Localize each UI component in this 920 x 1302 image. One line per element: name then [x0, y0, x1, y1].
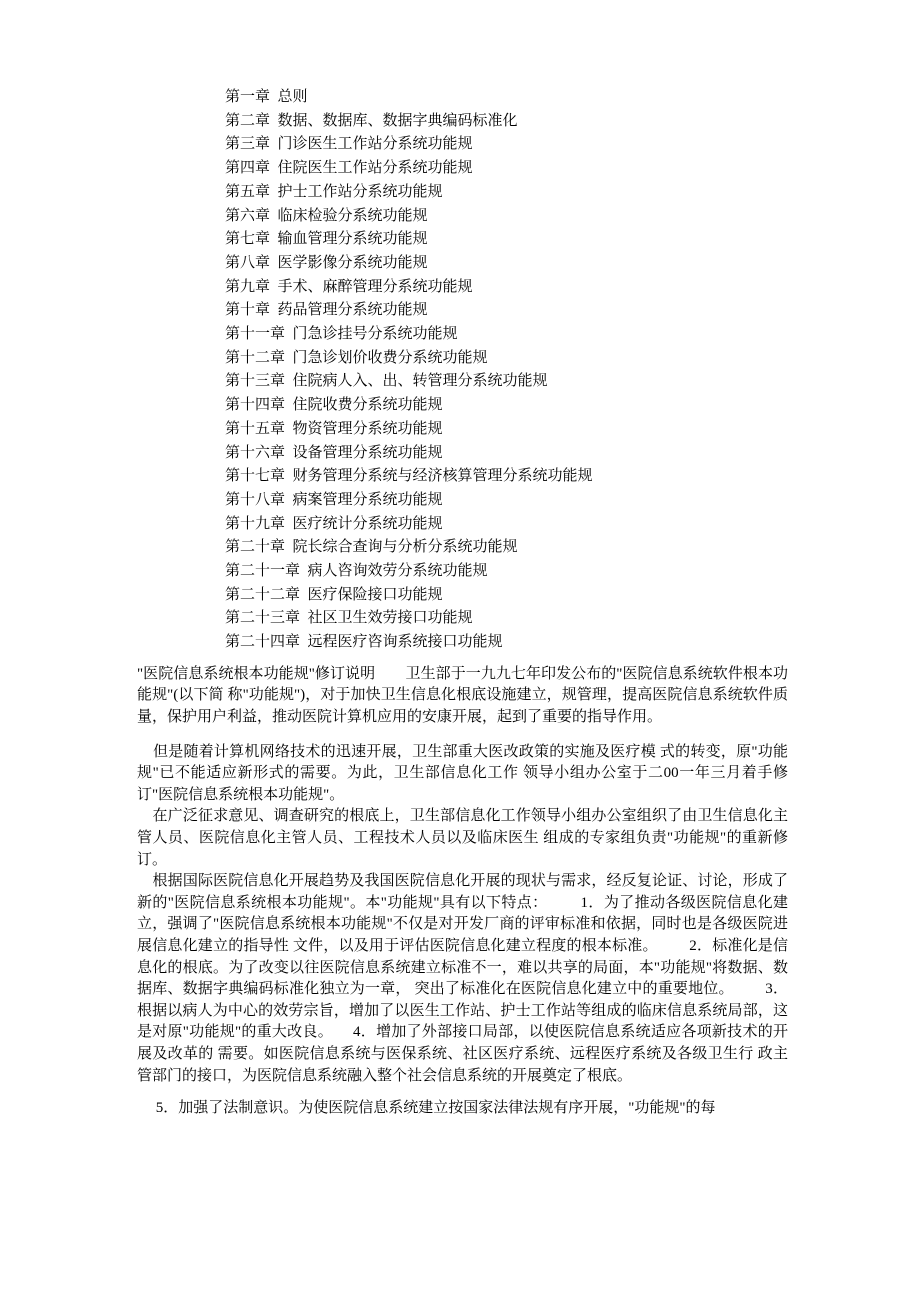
toc-item: 第二章 数据、数据库、数据字典编码标准化	[225, 112, 518, 129]
paragraph: 5．加强了法制意识。为使医院信息系统建立按国家法律法规有序开展，"功能规"的每	[137, 1100, 716, 1117]
toc-item: 第二十四章 远程医疗咨询系统接口功能规	[225, 634, 503, 651]
table-of-contents	[225, 86, 788, 655]
toc-item: 第二十章 院长综合查询与分析分系统功能规	[225, 539, 518, 556]
toc-item: 第七章 输血管理分系统功能规	[225, 231, 428, 248]
paragraph: 但是随着计算机网络技术的迅速开展，卫生部重大医改政策的实施及医疗模 式的转变，原"功能规"已不能适应新形式的需要。为此，卫生部信息化工作 领导小组办公室于二00一年三月着手修订"医院信息系统根本功能规"。	[137, 743, 788, 803]
toc-item: 第三章 门诊医生工作站分系统功能规	[225, 136, 473, 153]
toc-item: 第一章 总则	[225, 89, 308, 105]
toc-item: 第十五章 物资管理分系统功能规	[225, 420, 443, 437]
paragraph: 在广泛征求意见、调查研究的根底上，卫生部信息化工作领导小组办公室组织了由卫生信息化主管人员、医院信息化主管人员、工程技术人员以及临床医生 组成的专家组负责"功能规"的重新修订。	[137, 808, 789, 868]
toc-item: 第十一章 门急诊挂号分系统功能规	[225, 326, 458, 343]
toc-item: 第五章 护士工作站分系统功能规	[225, 183, 443, 200]
toc-item: 第十二章 门急诊划价收费分系统功能规	[225, 349, 488, 366]
toc-item: 第二十二章 医疗保险接口功能规	[225, 586, 443, 603]
document-body	[137, 664, 788, 1120]
toc-item: 第十九章 医疗统计分系统功能规	[225, 515, 443, 532]
toc-item: 第十八章 病案管理分系统功能规	[225, 491, 443, 508]
toc-item: 第十七章 财务管理分系统与经济核算管理分系统功能规	[225, 468, 593, 485]
toc-item: 第二十一章 病人咨询效劳分系统功能规	[225, 563, 488, 580]
paragraph: 根据国际医院信息化开展趋势及我国医院信息化开展的现状与需求，经反复论证、讨论，形成了新的"医院信息系统根本功能规"。本"功能规"具有以下特点： 1．为了推动各级医院信息化建立，强调了"医院信息系统根本功能规"不仅是对开发厂商的评审标准和依据，同时也是各级医院进展信息化建立的指导性 文件，以及用于评估医院信息化建立程度的根本标准。 2．标准化是信息化的根底。为了改变以往医院信息系统建立标准不一，难以共享的局面，本"功能规"将数据、数据库、数据字典编码标准化独立为一章， 突出了标准化在医院信息化建立中的重要地位。 3．根据以病人为中心的效劳宗旨，增加了以医生工作站、护士工作站等组成的临床信息系统局部，这是对原"功能规"的重大改良。 4．增加了外部接口局部，以使医院信息系统适应各项新技术的开展及改革的 需要。如医院信息系统与医保系统、社区医疗系统、远程医疗系统及各级卫生行 政主管部门的接口，为医院信息系统融入整个社会信息系统的开展奠定了根底。	[137, 873, 789, 1084]
toc-item: 第九章 手术、麻醉管理分系统功能规	[225, 278, 473, 295]
toc-item: 第八章 医学影像分系统功能规	[225, 254, 428, 271]
toc-item: 第十六章 设备管理分系统功能规	[225, 444, 443, 461]
toc-item: 第二十三章 社区卫生效劳接口功能规	[225, 610, 473, 627]
toc-item: 第十四章 住院收费分系统功能规	[225, 397, 443, 414]
toc-item: 第六章 临床检验分系统功能规	[225, 207, 428, 224]
toc-item: 第四章 住院医生工作站分系统功能规	[225, 160, 473, 177]
toc-item: 第十三章 住院病人入、出、转管理分系统功能规	[225, 373, 548, 390]
toc-item: 第十章 药品管理分系统功能规	[225, 302, 428, 319]
paragraph: "医院信息系统根本功能规"修订说明 卫生部于一九九七年印发公布的"医院信息系统软件根本功能规"(以下简 称"功能规")，对于加快卫生信息化根底设施建立，规管理，提高医院信息系统软件质量，保护用户利益，推动医院计算机应用的安康开展，起到了重要的指导作用。	[137, 665, 788, 726]
